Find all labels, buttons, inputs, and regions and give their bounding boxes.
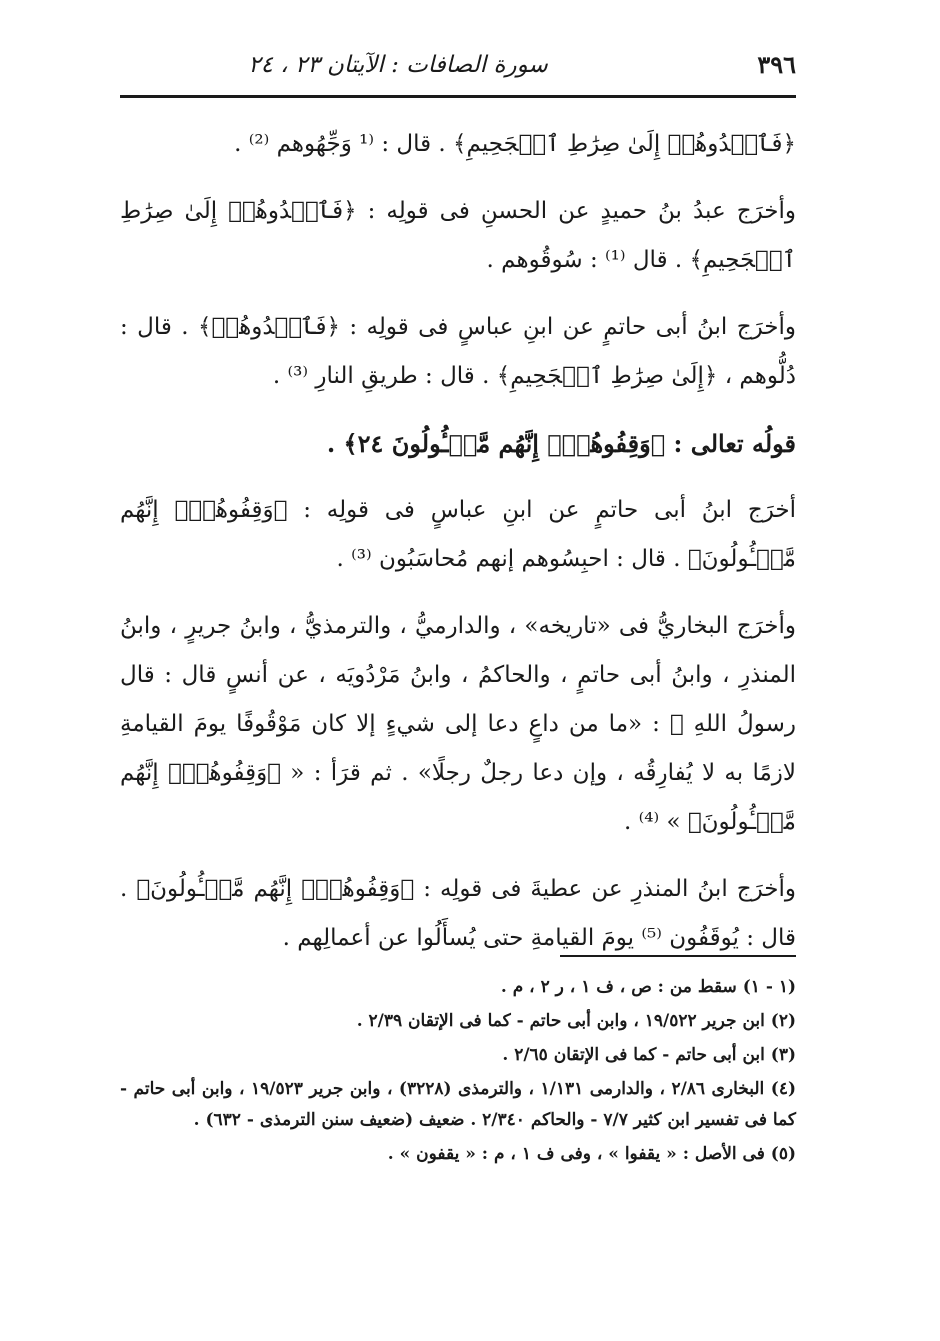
- header-rule: [120, 95, 796, 98]
- footnote: (٤) البخارى ٢/٨٦ ، والدارمى ١/١٣١ ، والترمذى (٣٢٢٨) ، وابن جرير ١٩/٥٢٣ ، وابن أبى حاتم - كما فى تفسير ابن كثير ٧/٧ - والحاكم ٢/٣٤٠ . ضعيف (ضعيف سنن الترمذى - ٦٣٢) .: [120, 1079, 796, 1130]
- main-text: [120, 120, 796, 981]
- footnote-rule: [560, 955, 796, 957]
- paragraph: أخرَج ابنُ أبى حاتمٍ عن ابنِ عباسٍ فى قولِه : ﴿وَقِفُوهُمۡۖ إِنَّهُم مَّسۡـُٔولُونَ﴾ . قال : احبِسُوهم إنهم مُحاسَبُون ⁽³⁾ .: [120, 497, 796, 572]
- paragraph: وأخرَج ابنُ أبى حاتمٍ عن ابنِ عباسٍ فى قولِه : ﴿فَٱهۡدُوهُمۡ﴾ . قال : دُلُّوهم ، ﴿إِلَىٰ صِرَٰطِ ٱلۡجَحِيمِ﴾ . قال : طريقِ النارِ ⁽³⁾ .: [120, 314, 796, 389]
- running-title: سورة الصافات : الآيتان ٢٣ ، ٢٤: [248, 52, 548, 78]
- verse-heading: قولُه تعالى : ﴿وَقِفُوهُمۡۖ إِنَّهُم مَّسۡـُٔولُونَ ٢٤﴾ .: [326, 429, 796, 458]
- footnote: (٥) فى الأصل : « يقفوا » ، وفى ف ١ ، م : « يقفون » .: [387, 1144, 796, 1164]
- page-number: ٣٩٦: [757, 50, 796, 79]
- footnotes: [120, 972, 796, 1173]
- paragraph: وأخرَج عبدُ بنُ حميدٍ عن الحسنِ فى قولِه : ﴿فَٱهۡدُوهُمۡ إِلَىٰ صِرَٰطِ ٱلۡجَحِيمِ﴾ . قال ⁽¹⁾ : سُوقُوهم .: [120, 198, 796, 273]
- footnote: (٢) ابن جرير ١٩/٥٢٢ ، وابن أبى حاتم - كما فى الإتقان ٢/٣٩ .: [356, 1011, 796, 1031]
- footnote: (٣) ابن أبى حاتم - كما فى الإتقان ٢/٦٥ .: [502, 1045, 796, 1065]
- paragraph: وأخرَج ابنُ المنذرِ عن عطيةَ فى قولِه : ﴿وَقِفُوهُمۡۖ إِنَّهُم مَّسۡـُٔولُونَ﴾ . قال : يُوقَفُون ⁽⁵⁾ يومَ القيامةِ حتى يُسأَلُوا عن أعمالِهم .: [120, 876, 796, 951]
- paragraph: ﴿فَٱهۡدُوهُمۡ إِلَىٰ صِرَٰطِ ٱلۡجَحِيمِ﴾ . قال : ⁽¹ وَجِّهُوهم ⁽²⁾ .: [234, 131, 796, 157]
- page-header: [120, 42, 796, 94]
- footnote: (١ - ١) سقط من : ص ، ف ١ ، ر ٢ ، م .: [500, 977, 796, 997]
- paragraph: وأخرَج البخاريُّ فى «تاريخه» ، والدارميُّ ، والترمذيُّ ، وابنُ جريرٍ ، وابنُ المنذرِ ، وابنُ أبى حاتمٍ ، والحاكمُ ، وابنُ مَرْدُويَه ، عن أنسٍ قال : قال رسولُ اللهِ ﷺ : «ما من داعٍ دعا إلى شيءٍ إلا كان مَوْقُوفًا يومَ القيامةِ لازمًا به لا يُفارِقُه ، وإن دعا رجلٌ رجلًا» . ثم قرَأ : « ﴿وَقِفُوهُمۡۖ إِنَّهُم مَّسۡـُٔولُونَ﴾ » ⁽⁴⁾ .: [120, 613, 796, 835]
